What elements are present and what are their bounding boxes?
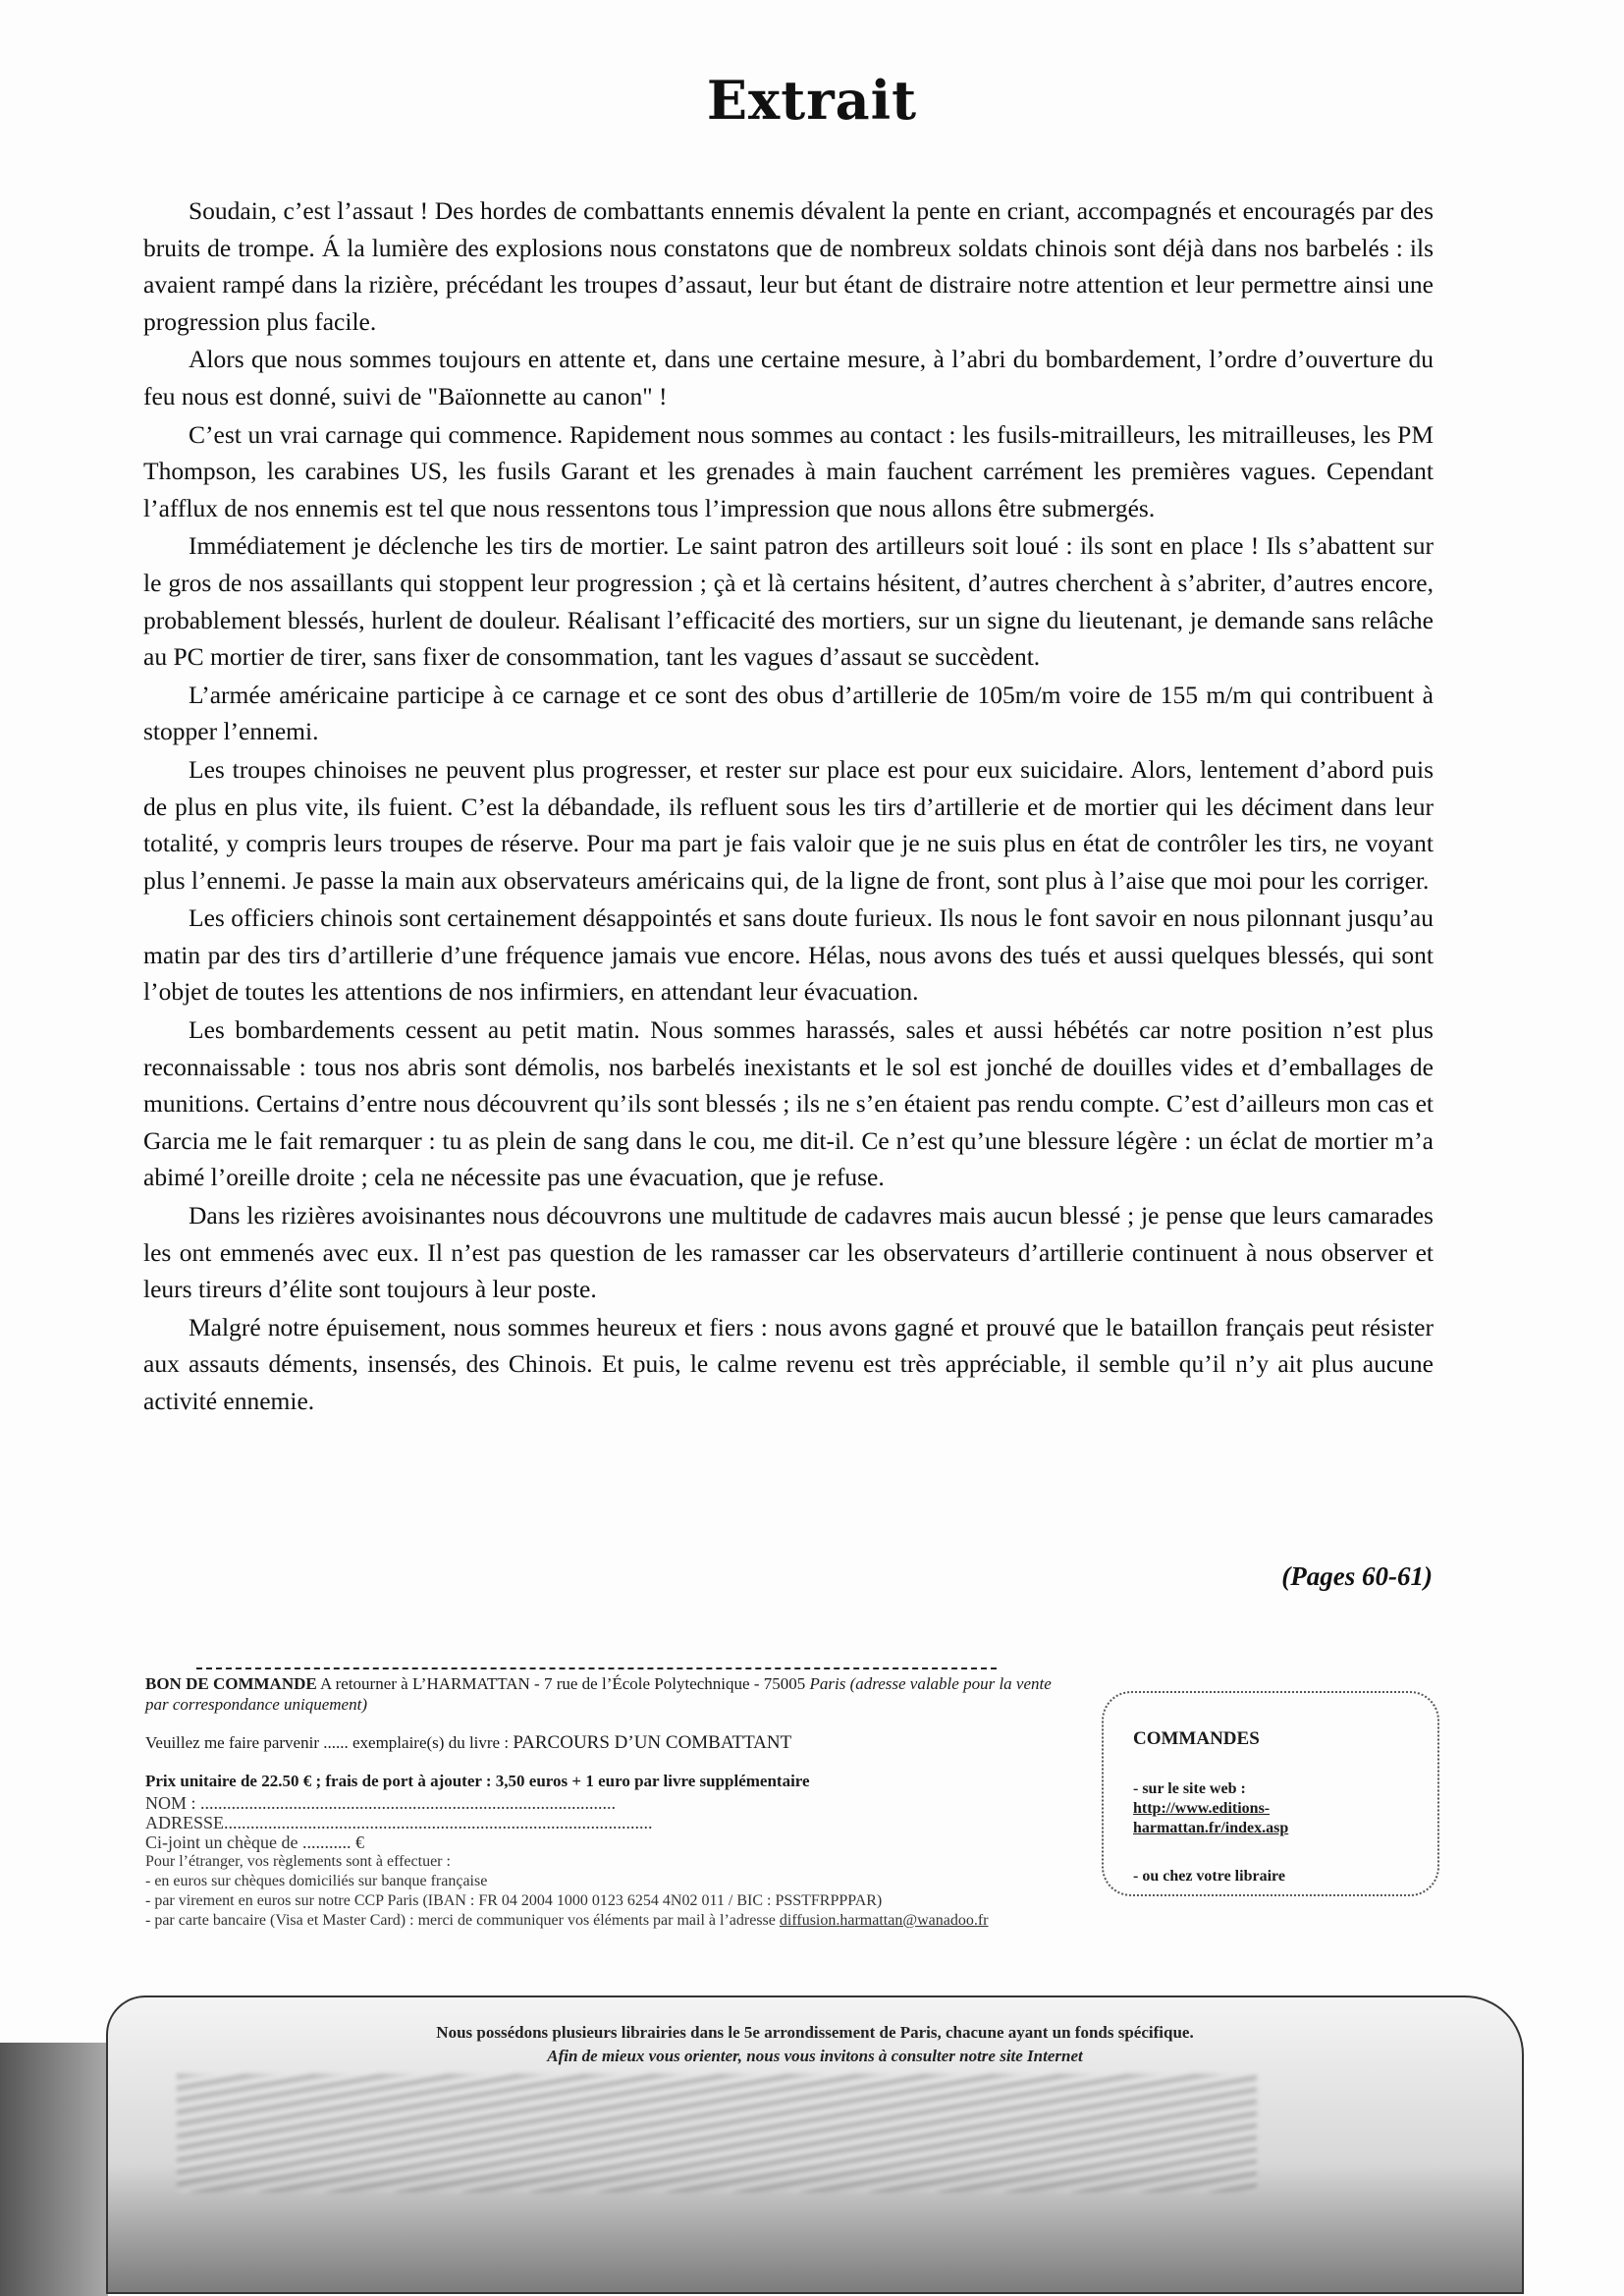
excerpt-body <box>143 192 1434 1421</box>
paragraph: Les bombardements cessent au petit matin. Nous sommes harassés, sales et aussi hébétés car notre position n’est plus reconnaissable : tous nos abris sont démolis, nos barbelés inexistants et le sol est jonché de douilles vides et d’emballages de munitions. Certains d’entre nous découvrent qu’ils sont blessés ; ils ne s’en étaient pas rendu compte. C’est d’ailleurs mon cas et Garcia me le fait remarquer : tu as plein de sang dans le cou, me dit-il. Ce n’est qu’une blessure légère : un éclat de mortier m’a abimé l’oreille droite ; cela ne nécessite pas une évacuation, que je refuse. <box>143 1015 1434 1192</box>
order-fields <box>145 1793 1068 1852</box>
payment-card-text: - par carte bancaire (Visa et Master Card) : merci de communiquer vos éléments par mail à l’adresse <box>145 1912 780 1929</box>
paragraph: Soudain, c’est l’assaut ! Des hordes de combattants ennemis dévalent la pente en criant, accompagnés et encouragés par des bruits de trompe. Á la lumière des explosions nous constatons que de nombreux soldats chinois sont déjà dans nos barbelés : ils avaient rampé dans la rizière, précédant les troupes d’assaut, leur but étant de distraire notre attention et leur permettre ainsi une progression plus facile. <box>143 196 1434 336</box>
payment-option: - en euros sur chèques domiciliés sur banque française <box>145 1873 488 1889</box>
cut-line-divider <box>196 1667 997 1669</box>
name-field[interactable]: NOM : .............................................................................................. <box>145 1793 617 1813</box>
footer-shadow <box>108 2164 1522 2292</box>
order-form-address: A retourner à L’HARMATTAN - 7 rue de l’École Polytechnique - 75005 <box>316 1674 810 1693</box>
order-request-text: Veuillez me faire parvenir ...... exemplaire(s) du livre : <box>145 1733 514 1752</box>
cheque-field[interactable]: Ci-joint un chèque de ........... € <box>145 1832 364 1852</box>
orders-box <box>1102 1691 1439 1896</box>
orders-box-title: COMMANDES <box>1133 1728 1260 1749</box>
paragraph: C’est un vrai carnage qui commence. Rapidement nous sommes au contact : les fusils-mitrailleurs, les mitrailleuses, les PM Thompson, les carabines US, les fusils Garant et les grenades à main fauchent carrément les premières vagues. Cependant l’afflux de nos ennemis est tel que nous ressentons tous l’impression que nous allons être submergés. <box>143 419 1434 522</box>
paragraph: Alors que nous sommes toujours en attente et, dans une certaine mesure, à l’abri du bombardement, l’ordre d’ouverture du feu nous est donné, suivi de "Baïonnette au canon" ! <box>143 345 1434 410</box>
address-field[interactable]: ADRESSE................................................................................................. <box>145 1813 653 1832</box>
foreign-payment-intro: Pour l’étranger, vos règlements sont à effectuer : <box>145 1853 451 1870</box>
book-title: PARCOURS D’UN COMBATTANT <box>513 1732 792 1753</box>
order-form-note: Paris (adresse valable pour la vente par correspondance uniquement) <box>145 1674 1052 1714</box>
paragraph: Immédiatement je déclenche les tirs de mortier. Le saint patron des artilleurs soit loué : ils sont en place ! Ils s’abattent sur le gros de nos assaillants qui stoppent leur progression ; çà et là certains hésitent, d’autres cherchent à s’abriter, d’autres encore, probablement blessés, hurlent de douleur. Réalisant l’efficacité des mortiers, sur un signe du lieutenant, je demande sans relâche au PC mortier de tirer, sans fixer de consommation, tant les vagues d’assaut se succèdent. <box>143 531 1434 672</box>
website-link[interactable]: http://www.editions- <box>1133 1800 1271 1817</box>
footer-website-text: Afin de mieux vous orienter, nous vous invitons à consulter notre site Internet <box>547 2047 1083 2065</box>
paragraph: L’armée américaine participe à ce carnage et ce sont des obus d’artillerie de 105m/m voire de 155 m/m qui contribuent à stopper l’ennemi. <box>143 680 1434 746</box>
website-label: - sur le site web : <box>1133 1780 1246 1797</box>
payment-option: - par virement en euros sur notre CCP Paris (IBAN : FR 04 2004 1000 0123 6254 4N02 011 / BIC : PSSTFRPPPAR) <box>145 1892 883 1909</box>
order-form <box>145 1673 1068 1931</box>
paragraph: Les officiers chinois sont certainement désappointés et sans doute furieux. Ils nous le font savoir en nous pilonnant jusqu’au matin par des tirs d’artillerie d’une fréquence jamais vue encore. Hélas, nous avons des tués et aussi quelques blessés, qui sont l’objet de toutes les attentions de nos infirmiers, en attendant leur évacuation. <box>143 903 1434 1007</box>
paragraph: Les troupes chinoises ne peuvent plus progresser, et rester sur place est pour eux suicidaire. Alors, lentement d’abord puis de plus en plus vite, ils fuient. C’est la débandade, ils refluent sous les tirs d’artillerie et de mortier qui les déciment dans leur totalité, y compris leurs troupes de réserve. Pour ma part je fais valoir que je ne suis plus en état de contrôler les tirs, ne voyant plus l’ennemi. Je passe la main aux observateurs américains qui, de la ligne de front, sont plus à l’aise que moi pour les corriger. <box>143 754 1434 895</box>
paragraph: Malgré notre épuisement, nous sommes heureux et fiers : nous avons gagné et prouvé que le bataillon français peut résister aux assauts déments, insensés, des Chinois. Et puis, le calme revenu est très appréciable, il semble qu’il n’y ait plus aucune activité ennemie. <box>143 1312 1434 1415</box>
order-request <box>145 1732 1068 1753</box>
page-title: Extrait <box>706 69 918 132</box>
payment-email-link[interactable]: diffusion.harmattan@wanadoo.fr <box>779 1912 989 1929</box>
website-link-continued[interactable]: harmattan.fr/index.asp <box>1133 1820 1289 1836</box>
order-form-heading <box>145 1673 1068 1715</box>
footer-banner <box>106 1995 1524 2294</box>
payment-option <box>145 1911 1068 1931</box>
paragraph: Dans les rizières avoisinantes nous découvrons une multitude de cadavres mais aucun blessé ; je pense que leurs camarades les ont emmenés avec eux. Il n’est pas question de les ramasser car les observateurs d’artillerie continuent à nous observer et leurs tireurs d’élite sont toujours à leur poste. <box>143 1201 1434 1304</box>
order-form-title: BON DE COMMANDE <box>145 1674 317 1693</box>
bookshop-label: - ou chez votre libraire <box>1133 1868 1285 1885</box>
payment-info <box>145 1852 1068 1931</box>
scan-shadow <box>0 2043 108 2296</box>
pages-reference: (Pages 60-61) <box>1281 1561 1433 1591</box>
website-info <box>1133 1779 1288 1838</box>
footer-bookshops-text: Nous possédons plusieurs librairies dans le 5e arrondissement de Paris, chacune ayant un fonds spécifique. <box>436 2023 1194 2042</box>
price-line: Prix unitaire de 22.50 € ; frais de port à ajouter : 3,50 euros + 1 euro par livre supplémentaire <box>145 1772 810 1790</box>
